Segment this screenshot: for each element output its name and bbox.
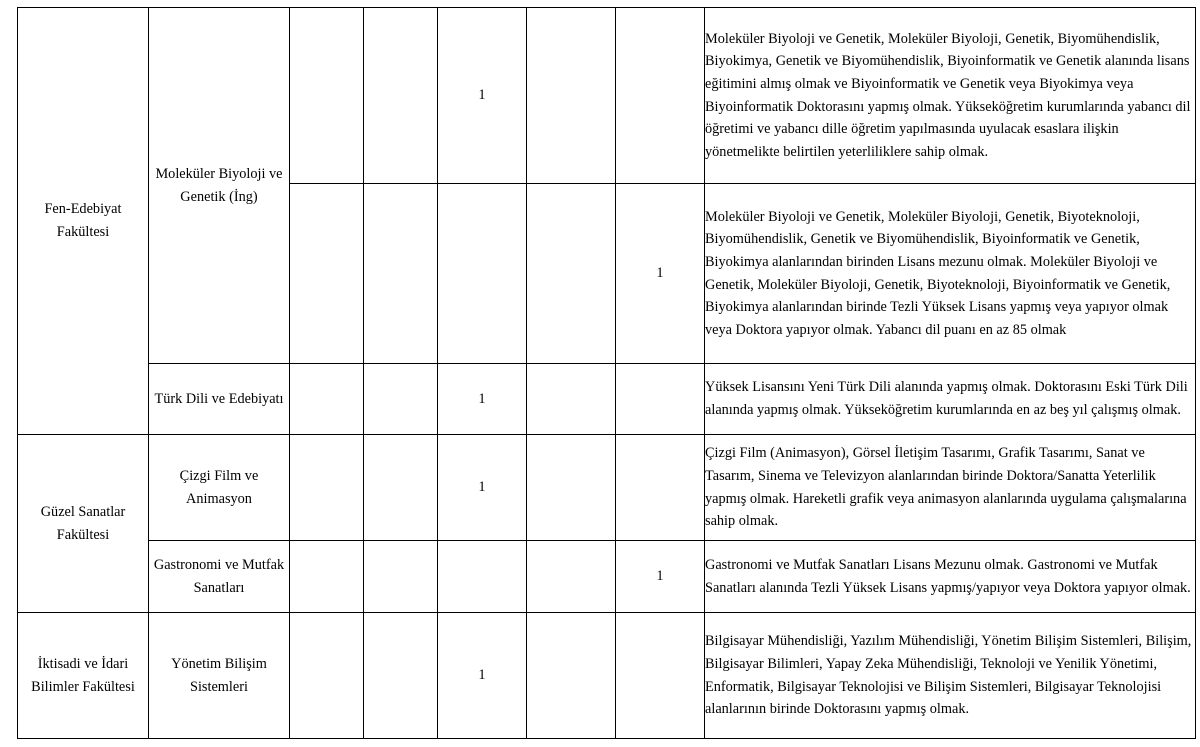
count-cell	[438, 541, 527, 613]
requirement-cell: Yüksek Lisansını Yeni Türk Dili alanında yapmış olmak. Doktorasını Eski Türk Dili alanında yapmış olmak. Yükseköğretim kurumlarında en az beş yıl çalışmış olmak.	[705, 364, 1196, 435]
count-cell	[616, 435, 705, 541]
count-cell	[616, 613, 705, 739]
table-row	[18, 8, 1196, 184]
count-cell	[616, 364, 705, 435]
table-row	[18, 613, 1196, 739]
department-cell: Türk Dili ve Edebiyatı	[149, 364, 290, 435]
empty-cell	[364, 613, 438, 739]
table-row	[18, 541, 1196, 613]
count-cell: 1	[616, 541, 705, 613]
empty-cell	[290, 435, 364, 541]
empty-cell	[364, 184, 438, 364]
count-cell	[438, 184, 527, 364]
requirement-cell: Gastronomi ve Mutfak Sanatları Lisans Mezunu olmak. Gastronomi ve Mutfak Sanatları alanında Tezli Yüksek Lisans yapmış/yapıyor veya Doktora yapıyor olmak.	[705, 541, 1196, 613]
empty-cell	[527, 613, 616, 739]
table-row	[18, 364, 1196, 435]
empty-cell	[290, 541, 364, 613]
requirement-cell: Moleküler Biyoloji ve Genetik, Moleküler Biyoloji, Genetik, Biyoteknoloji, Biyomühendislik, Genetik ve Biyomühendislik, Biyoinformatik ve Genetik, Biyokimya alanlarından birinden Lisans mezunu olmak. Moleküler Biyoloji ve Genetik, Moleküler Biyoloji, Genetik, Biyoteknoloji, Biyoinformatik ve Genetik, Biyokimya alanlarından birinde Tezli Yüksek Lisans yapmış veya yapıyor olmak veya Doktora yapıyor olmak. Yabancı dil puanı en az 85 olmak	[705, 184, 1196, 364]
empty-cell	[364, 8, 438, 184]
empty-cell	[290, 8, 364, 184]
empty-cell	[290, 613, 364, 739]
table-row	[18, 435, 1196, 541]
department-cell: Moleküler Biyoloji ve Genetik (İng)	[149, 8, 290, 364]
empty-cell	[364, 435, 438, 541]
count-cell: 1	[438, 613, 527, 739]
department-cell: Çizgi Film ve Animasyon	[149, 435, 290, 541]
positions-table	[17, 7, 1196, 739]
empty-cell	[527, 184, 616, 364]
department-cell: Gastronomi ve Mutfak Sanatları	[149, 541, 290, 613]
requirement-cell: Moleküler Biyoloji ve Genetik, Moleküler Biyoloji, Genetik, Biyomühendislik, Biyokimya, Genetik ve Biyomühendislik, Biyoinformatik ve Genetik alanında lisans eğitimini almış olmak ve Biyoinformatik ve Genetik veya Biyokimya veya Biyoinformatik Doktorasını yapmış olmak. Yükseköğretim kurumlarında yabancı dil öğretimi ve yabancı dille öğretim yapılmasında uyulacak esaslara ilişkin yönetmelikte belirtilen yeterliliklere sahip olmak.	[705, 8, 1196, 184]
count-cell: 1	[438, 435, 527, 541]
count-cell: 1	[438, 8, 527, 184]
empty-cell	[527, 8, 616, 184]
faculty-cell: Fen-Edebiyat Fakültesi	[18, 8, 149, 435]
count-cell	[616, 8, 705, 184]
requirement-cell: Bilgisayar Mühendisliği, Yazılım Mühendisliği, Yönetim Bilişim Sistemleri, Bilişim, Bilgisayar Bilimleri, Yapay Zeka Mühendisliği, Teknoloji ve Yenilik Yönetimi, Enformatik, Bilgisayar Teknolojisi ve Bilişim Sistemleri, Bilgisayar Teknolojisi alanlarının birinde Doktorasını yapmış olmak.	[705, 613, 1196, 739]
department-cell: Yönetim Bilişim Sistemleri	[149, 613, 290, 739]
count-cell: 1	[438, 364, 527, 435]
empty-cell	[527, 541, 616, 613]
empty-cell	[364, 541, 438, 613]
empty-cell	[527, 364, 616, 435]
faculty-cell: Güzel Sanatlar Fakültesi	[18, 435, 149, 613]
empty-cell	[290, 364, 364, 435]
empty-cell	[290, 184, 364, 364]
faculty-cell: İktisadi ve İdari Bilimler Fakültesi	[18, 613, 149, 739]
count-cell: 1	[616, 184, 705, 364]
empty-cell	[364, 364, 438, 435]
empty-cell	[527, 435, 616, 541]
requirement-cell: Çizgi Film (Animasyon), Görsel İletişim Tasarımı, Grafik Tasarımı, Sanat ve Tasarım, Sinema ve Televizyon alanlarından birinde Doktora/Sanatta Yeterlilik yapmış olmak. Hareketli grafik veya animasyon alanlarında uygulama çalışmalarına sahip olmak.	[705, 435, 1196, 541]
